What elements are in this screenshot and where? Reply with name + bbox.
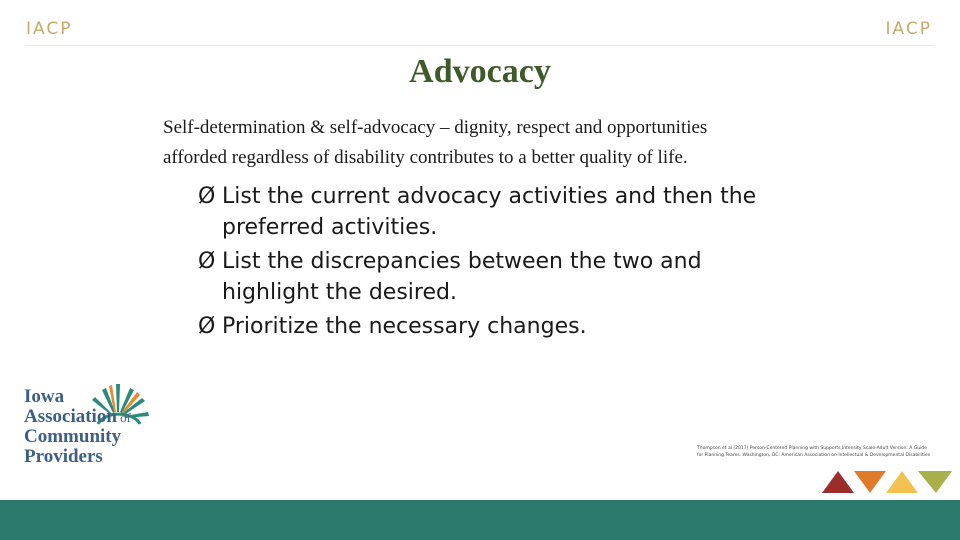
logo-line-4: Providers [24,446,103,467]
arrow-bullet-icon: Ø [198,249,216,274]
brand-right: IACP [885,19,932,39]
logo-line-3: Community [24,426,122,447]
intro-paragraph [163,113,783,173]
intro-line-2: afforded regardless of disability contributes to a better quality of life. [163,147,688,168]
triangle-red-icon [822,471,854,493]
bullet-text: List the discrepancies between the two and highlight the desired. [222,249,702,305]
triangle-orange-icon [854,471,886,493]
bullet-item [198,311,798,342]
triangle-yellow-icon [886,471,918,493]
arrow-bullet-icon: Ø [198,314,216,339]
bullet-item [198,246,798,308]
bullet-text: List the current advocacy activities and then the preferred activities. [222,184,757,240]
triangle-olive-icon [918,471,952,493]
slide-title: Advocacy [409,53,551,90]
citation-line-2: for Planning Teams. Washington, DC: American Association on Intellectual & Developmental Disabilities [697,453,931,458]
organization-logo [22,380,152,470]
brand-left: IACP [26,19,73,39]
logo-line-2: Association [24,406,117,427]
citation [697,445,955,459]
logo-line-2-suffix: of [120,410,131,425]
intro-line-1: Self-determination & self-advocacy – dignity, respect and opportunities [163,117,708,138]
citation-line-1: Thompson et al (2017) Person-Centered Planning with Supports Intensity Scale-Adult Version: A Guide [697,446,927,451]
arrow-bullet-icon: Ø [198,184,216,209]
footer-bar [0,500,960,540]
decorative-triangles [822,471,954,495]
logo-line-1: Iowa [24,386,65,407]
bullet-list [198,181,798,345]
header-divider [26,45,934,46]
bullet-text: Prioritize the necessary changes. [222,314,587,339]
bullet-item [198,181,798,243]
